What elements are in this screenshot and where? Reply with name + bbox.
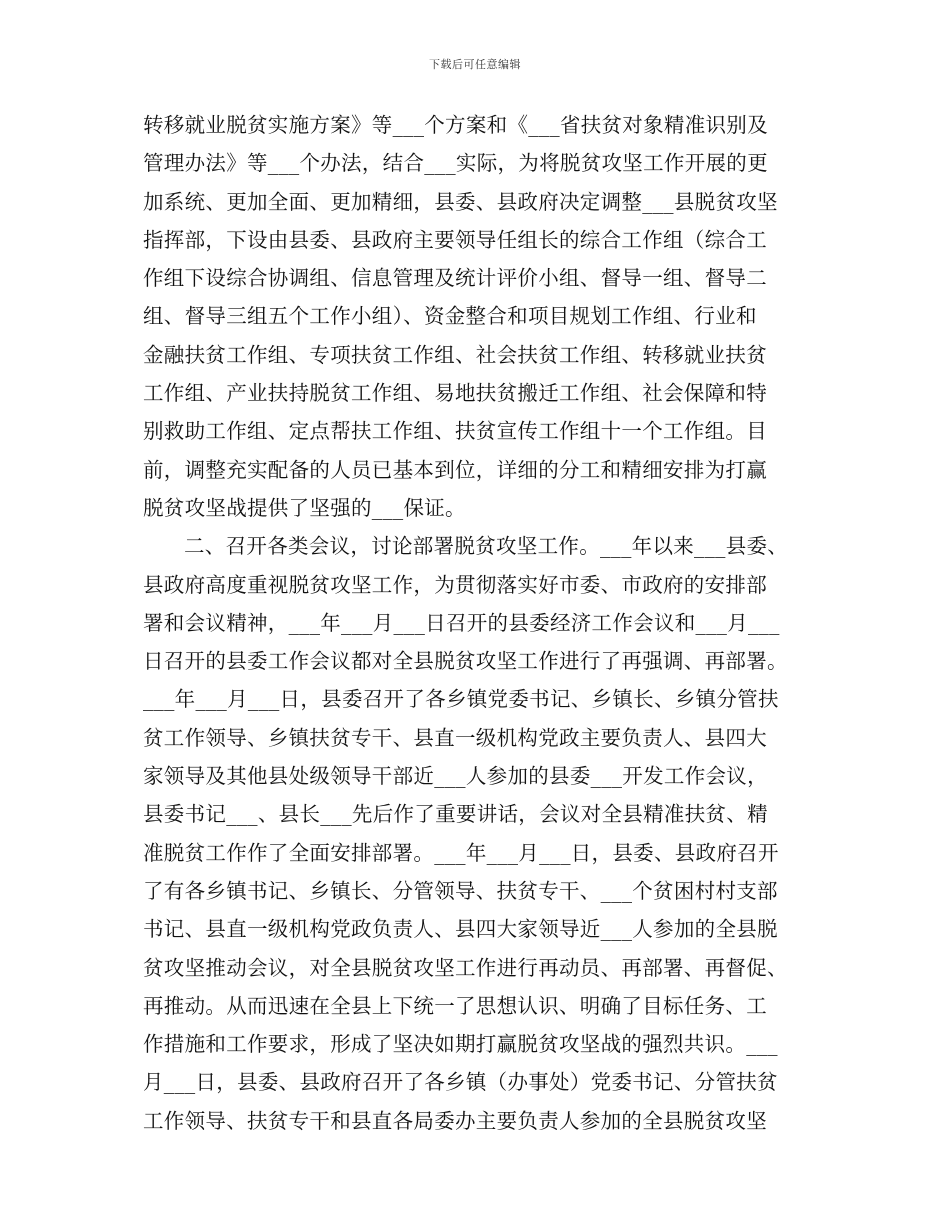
text-line: 月___日，县委、县政府召开了各乡镇（办事处）党委书记、分管扶贫 [143, 1070, 778, 1095]
text-line: 二、召开各类会议，讨论部署脱贫攻坚工作。___年以来___县委、 [184, 534, 789, 559]
paragraph [143, 106, 827, 527]
text-line: 工作组、产业扶持脱贫工作组、易地扶贫搬迁工作组、社会保障和特 [143, 381, 767, 406]
text-line: 署和会议精神，___年___月___日召开的县委经济工作会议和___月___ [143, 610, 780, 635]
text-line: 县委书记___、县长___先后作了重要讲话，会议对全县精准扶贫、精 [143, 802, 768, 827]
text-line: 工作领导、扶贫专干和县直各局委办主要负责人参加的全县脱贫攻坚 [143, 1108, 767, 1133]
document-body [143, 106, 827, 1140]
text-line: ___年___月___日，县委召开了各乡镇党委书记、乡镇长、乡镇分管扶 [143, 687, 779, 712]
text-line: 书记、县直一级机构党政负责人、县四大家领导近___人参加的全县脱 [143, 917, 778, 942]
text-line: 作组下设综合协调组、信息管理及统计评价小组、督导一组、督导二 [143, 266, 767, 291]
text-line: 准脱贫工作作了全面安排部署。___年___月___日，县委、县政府召开 [143, 840, 779, 865]
text-line: 作措施和工作要求，形成了坚决如期打赢脱贫攻坚战的强烈共识。___ [143, 1032, 778, 1057]
text-line: 指挥部，下设由县委、县政府主要领导任组长的综合工作组（综合工 [143, 227, 767, 252]
text-line: 组、督导三组五个工作小组）、资金整合和项目规划工作组、行业和 [143, 304, 757, 329]
text-line: 贫攻坚推动会议，对全县脱贫攻坚工作进行再动员、再部署、再督促、 [143, 955, 788, 980]
text-line: 家领导及其他县处级领导干部近___人参加的县委___开发工作会议， [143, 764, 768, 789]
text-line: 日召开的县委工作会议都对全县脱贫攻坚工作进行了再强调、再部署。 [143, 649, 788, 674]
text-line: 转移就业脱贫实施方案》等___个方案和《___省扶贫对象精准识别及 [143, 113, 768, 137]
text-line: 金融扶贫工作组、专项扶贫工作组、社会扶贫工作组、转移就业扶贫 [143, 342, 767, 367]
text-line: 贫工作领导、乡镇扶贫专干、县直一级机构党政主要负责人、县四大 [143, 725, 767, 750]
text-line: 别救助工作组、定点帮扶工作组、扶贫宣传工作组十一个工作组。目 [143, 419, 767, 444]
text-line: 县政府高度重视脱贫攻坚工作，为贯彻落实好市委、市政府的安排部 [143, 572, 767, 597]
text-line: 加系统、更加全面、更加精细，县委、县政府决定调整___县脱贫攻坚 [143, 189, 778, 214]
text-line: 脱贫攻坚战提供了坚强的___保证。 [143, 495, 466, 520]
text-line: 前，调整充实配备的人员已基本到位，详细的分工和精细安排为打赢 [143, 457, 767, 482]
text-line: 了有各乡镇书记、乡镇长、分管领导、扶贫专干、___个贫困村村支部 [143, 878, 778, 903]
page-header: 下载后可任意编辑 [429, 58, 521, 71]
text-line: 再推动。从而迅速在全县上下统一了思想认识、明确了目标任务、工 [143, 993, 767, 1018]
paragraph [143, 527, 827, 1140]
text-line: 管理办法》等___个办法，结合___实际，为将脱贫攻坚工作开展的更 [143, 151, 768, 176]
